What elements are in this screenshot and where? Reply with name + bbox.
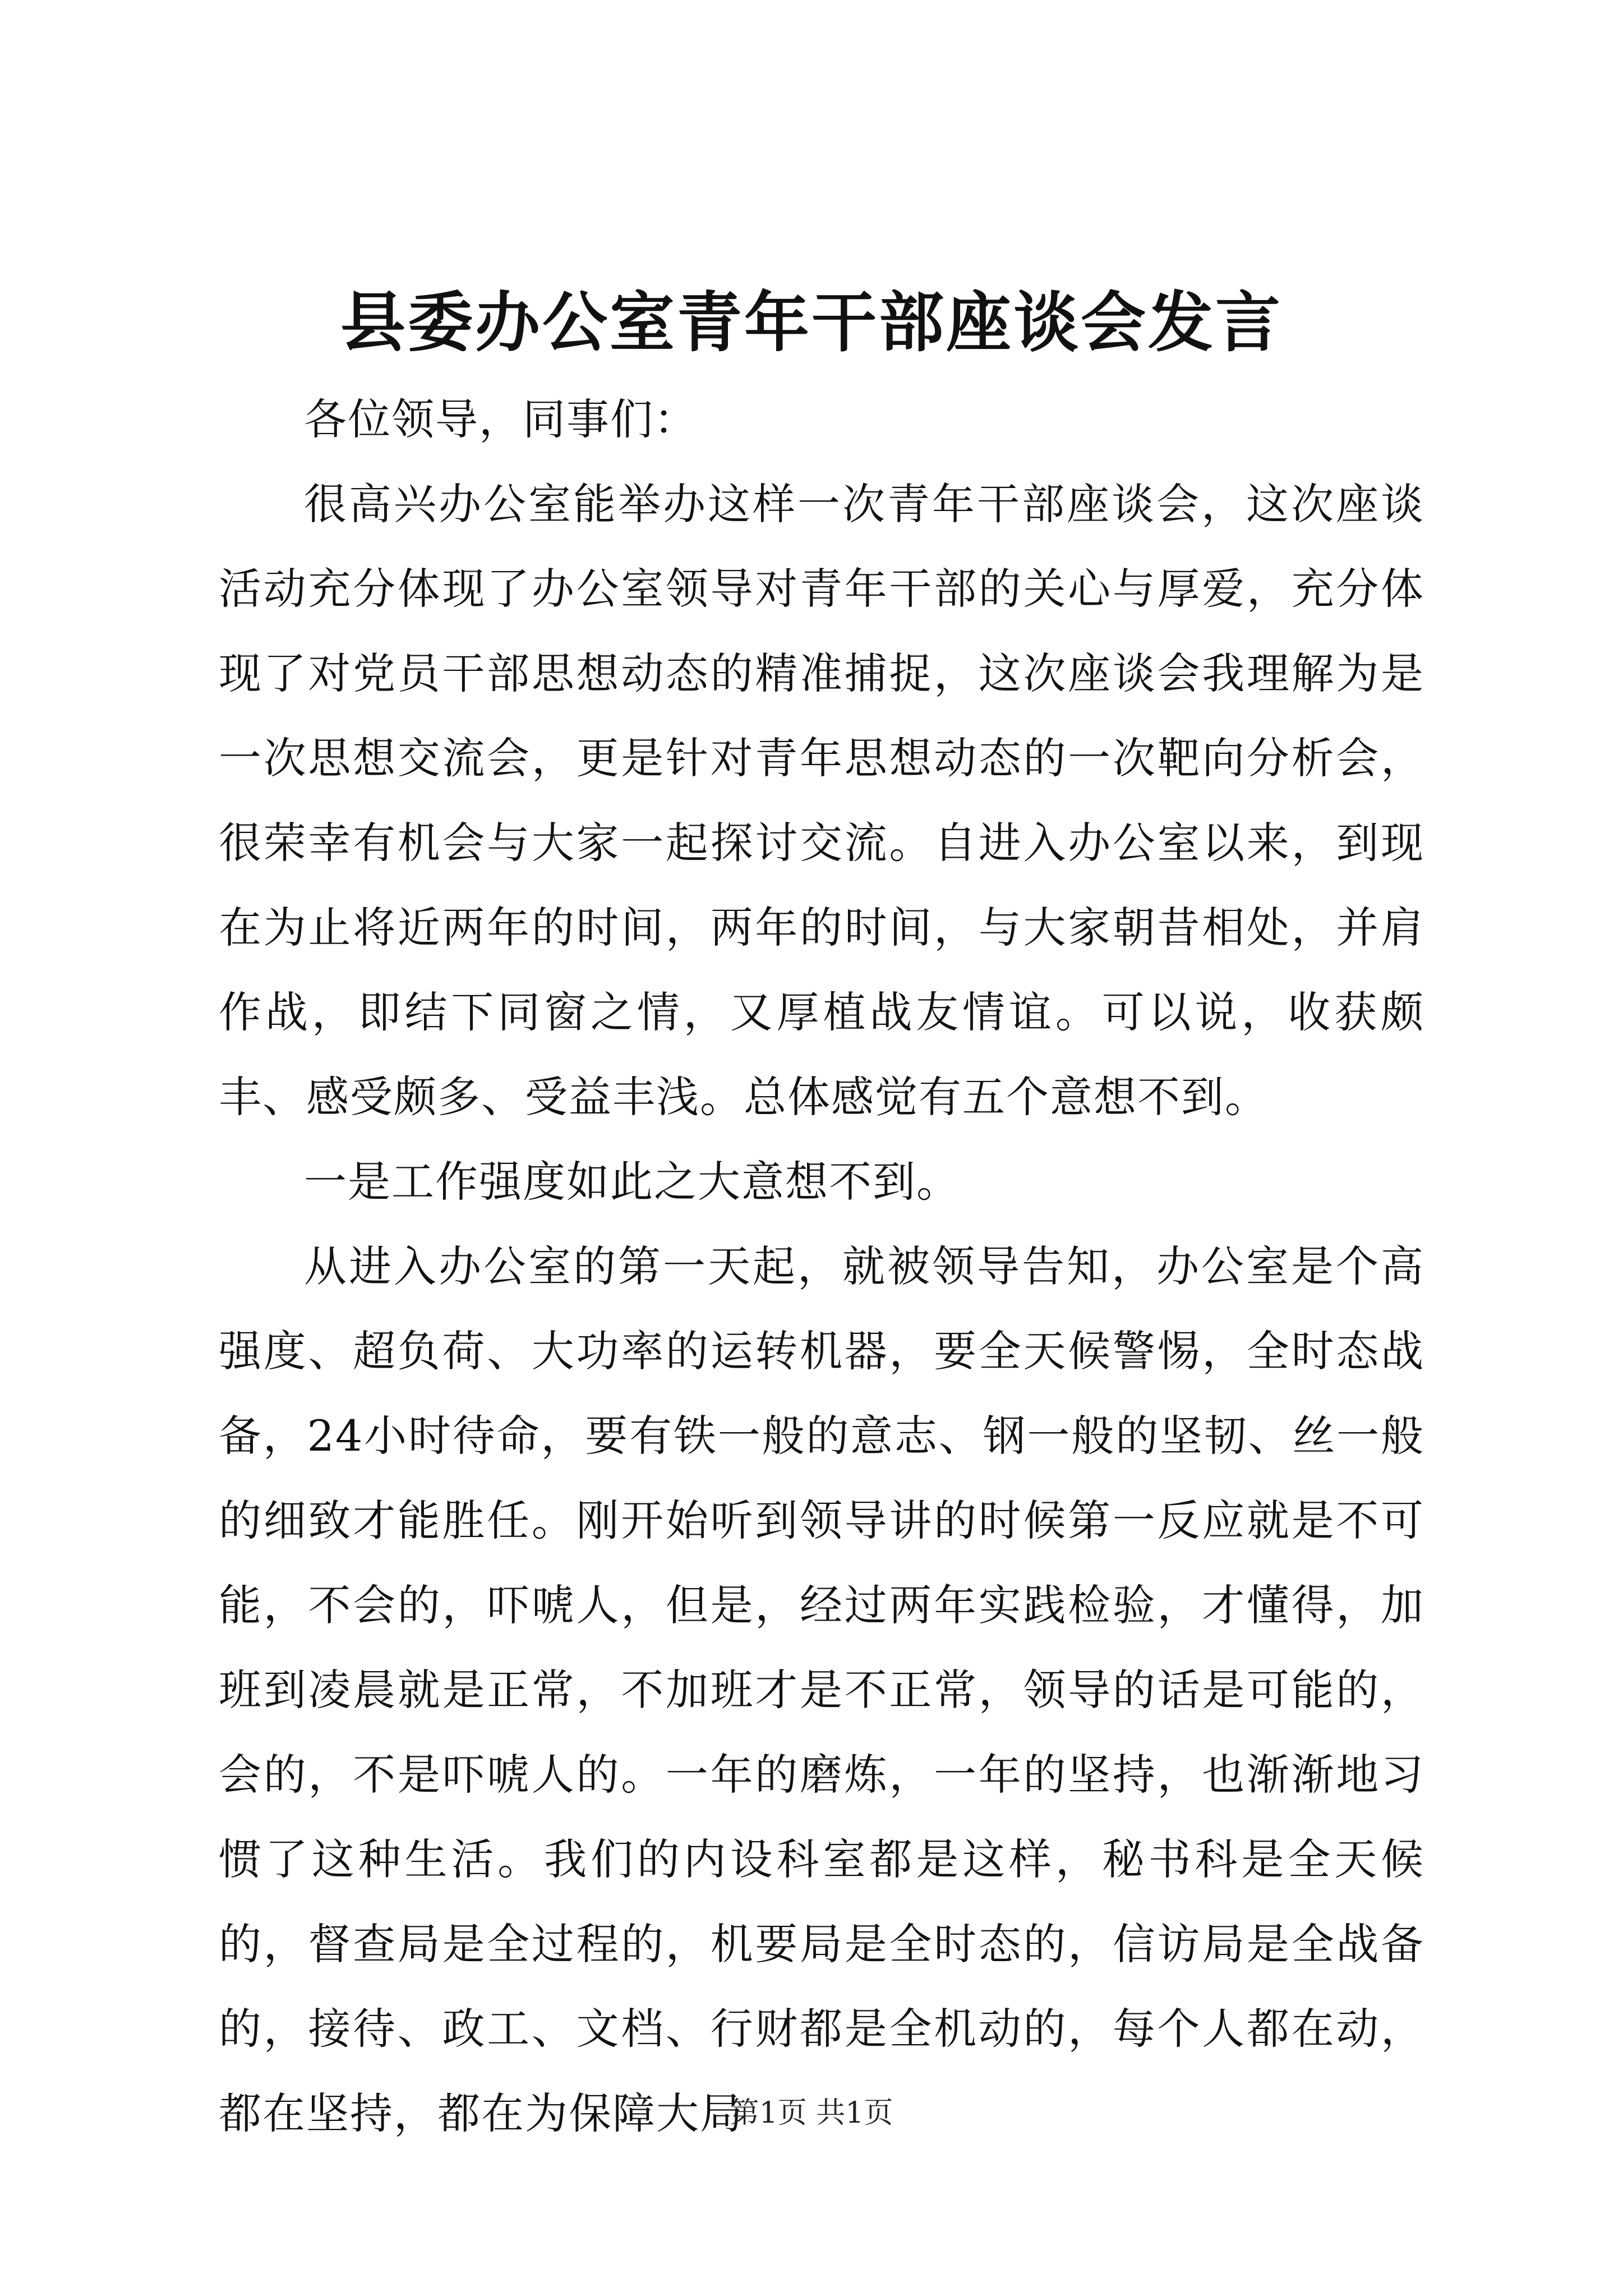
- document-title: 县委办公室青年干部座谈会发言: [340, 284, 1283, 361]
- paragraph-salutation: 各位领导，同事们：: [304, 394, 698, 444]
- paragraph-point-one-heading: 一是工作强度如此之大意想不到。: [304, 1157, 960, 1207]
- document-body: [219, 377, 1424, 2156]
- page-number-footer: 第1页 共1页: [730, 2096, 893, 2130]
- paragraph-intro: 很高兴办公室能举办这样一次青年干部座谈会，这次座谈活动充分体现了办公室领导对青年干部的关心与厚爱，充分体现了对党员干部思想动态的精准捕捉，这次座谈会我理解为是一次思想交流会，更是针对青年思想动态的一次靶向分析会，很荣幸有机会与大家一起探讨交流。自进入办公室以来，到现在为止将近两年的时间，两年的时间，与大家朝昔相处，并肩作战，即结下同窗之情，又厚植战友情谊。可以说，收获颇丰、感受颇多、受益丰浅。总体感觉有五个意想不到。: [219, 479, 1424, 1122]
- paragraph-point-one-body: 从进入办公室的第一天起，就被领导告知，办公室是个高强度、超负荷、大功率的运转机器，要全天候警惕，全时态战备，24小时待命，要有铁一般的意志、钢一般的坚韧、丝一般的细致才能胜任。刚开始听到领导讲的时候第一反应就是不可能，不会的，吓唬人，但是，经过两年实践检验，才懂得，加班到凌晨就是正常，不加班才是不正常，领导的话是可能的，会的，不是吓唬人的。一年的磨炼，一年的坚持，也渐渐地习惯了这种生活。我们的内设科室都是这样，秘书科是全天候的，督查局是全过程的，机要局是全时态的，信访局是全战备的，接待、政工、文档、行财都是全机动的，每个人都在动，都在坚持，都在为保障大局: [219, 1241, 1424, 2138]
